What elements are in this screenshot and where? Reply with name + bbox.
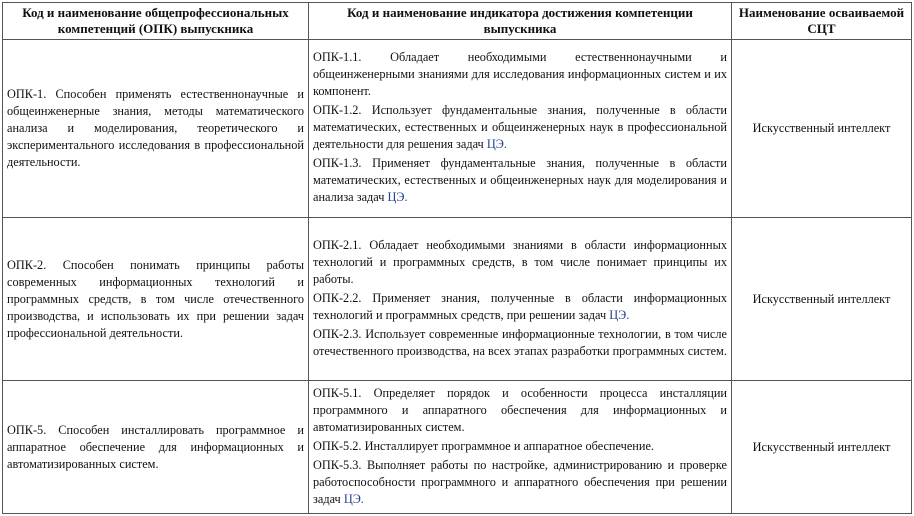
indicator-item: ОПК-5.3. Выполняет работы по настройке, администрированию и проверке работоспособности программного и аппаратного обеспечения при решении задач ЦЭ. [313,457,727,506]
header-indicator: Код и наименование индикатора достижения компетенции выпускника [309,3,732,40]
indicator-item: ОПК-2.3. Использует современные информационные технологии, в том числе отечественного производства, на всех этапах разработки программных систем. [313,326,727,358]
table-row [3,218,912,381]
header-sct: Наименование осваиваемой СЦТ [732,3,912,40]
indicator-item: ОПК-2.2. Применяет знания, полученные в области информационных технологий и программных средств, при решении задач ЦЭ. [313,290,727,322]
indicator-item: ОПК-5.2. Инсталлирует программное и аппаратное обеспечение. [313,438,654,453]
sct-cell: Искусственный интеллект [732,40,912,218]
indicator-suffix: ЦЭ. [486,137,507,151]
table-row [3,40,912,218]
indicator-cell [309,381,732,514]
sct-cell: Искусственный интеллект [732,218,912,381]
table-row [3,381,912,514]
competence-table [2,2,912,514]
competence-cell: ОПК-2. Способен понимать принципы работы современных информационных технологий и программных средств, в том числе отечественного производства, и использовать их при решении задач профессиональной деятельности. [3,218,309,381]
sct-cell: Искусственный интеллект [732,381,912,514]
indicator-cell [309,218,732,381]
indicator-item: ОПК-5.1. Определяет порядок и особенности процесса инсталляции программного и аппаратного обеспечения для информационных и автоматизированных систем. [313,385,727,434]
competence-cell: ОПК-1. Способен применять естественнонаучные и общеинженерные знания, методы математического анализа и моделирования, теоретического и экспериментального исследования в профессиональной деятельности. [3,40,309,218]
indicator-item: ОПК-1.3. Применяет фундаментальные знания, полученные в области математических, естественных и общеинженерных наук для моделирования и анализа задач ЦЭ. [313,156,727,204]
header-row [3,3,912,40]
indicator-cell [309,40,732,218]
indicator-suffix: ЦЭ. [609,307,630,322]
indicator-suffix: ЦЭ. [387,190,408,204]
indicator-item: ОПК-1.2. Использует фундаментальные знания, полученные в области математических, естественных и общеинженерных наук в профессиональной деятельности для решения задач ЦЭ. [313,103,727,151]
indicator-suffix: ЦЭ. [343,491,364,506]
indicator-item: ОПК-1.1. Обладает необходимыми естественнонаучными и общеинженерными знаниями для исследования информационных систем и их компонент. [313,50,727,98]
competence-cell: ОПК-5. Способен инсталлировать программное и аппаратное обеспечение для информационных и автоматизированных систем. [3,381,309,514]
indicator-item: ОПК-2.1. Обладает необходимыми знаниями в области информационных технологий и программных средств, в том числе понимает принципы их работы. [313,237,727,286]
header-competence: Код и наименование общепрофессиональных компетенций (ОПК) выпускника [3,3,309,40]
